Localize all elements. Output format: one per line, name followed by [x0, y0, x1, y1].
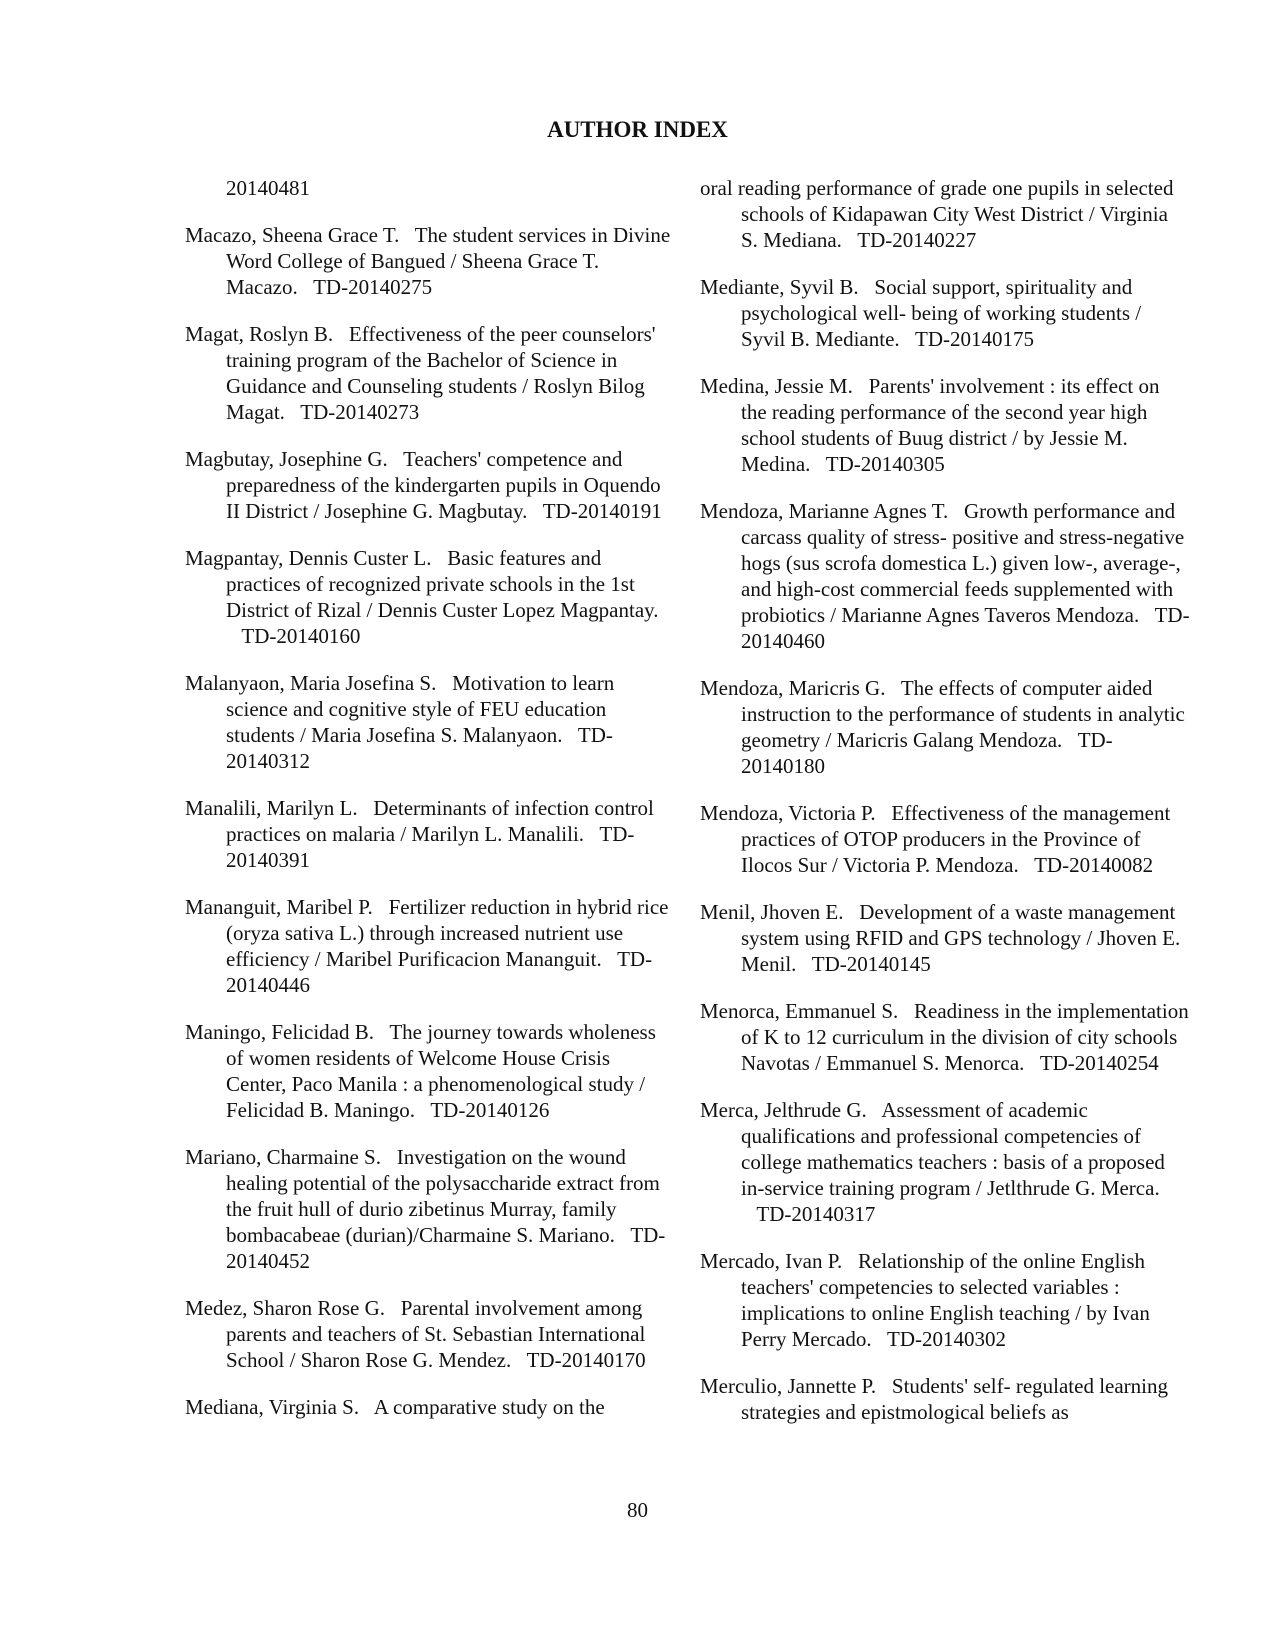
entry-code: TD-20140175 [915, 327, 1035, 351]
index-entry [185, 670, 675, 774]
entry-author: Mediante, Syvil B. [700, 275, 859, 299]
entry-author: Macazo, Sheena Grace T. [185, 223, 400, 247]
index-entry [700, 498, 1190, 654]
entry-author: Menorca, Emmanuel S. [700, 999, 899, 1023]
entry-author: Manalili, Marilyn L. [185, 796, 358, 820]
entry-title: Investigation on the wound healing potential of the polysaccharide extract from the fruit hull of durio zibetinus Murray, family bombacabeae (durian)/Charmaine S. Mariano. [226, 1145, 660, 1247]
entry-code: TD-20140317 [756, 1202, 876, 1226]
entry-author: Malanyaon, Maria Josefina S. [185, 671, 437, 695]
index-entry [185, 795, 675, 873]
entry-continuation-text: oral reading performance of grade one pupils in selected schools of Kidapawan City West District / Virginia S. Mediana. [700, 176, 1174, 252]
index-entry [700, 1373, 1190, 1425]
entry-title: Determinants of infection control practices on malaria / Marilyn L. Manalili. [226, 796, 654, 846]
entry-author: Mendoza, Victoria P. [700, 801, 876, 825]
entry-title: Development of a waste management system using RFID and GPS technology / Jhoven E. Menil. [741, 900, 1181, 976]
entry-title: The student services in Divine Word College of Bangued / Sheena Grace T. Macazo. [226, 223, 671, 299]
entry-title: Effectiveness of the management practices of OTOP producers in the Province of Ilocos Sur / Victoria P. Mendoza. [741, 801, 1171, 877]
entry-title: Relationship of the online English teachers' competencies to selected variables : implications to online English teaching / by Ivan Perry Mercado. [741, 1249, 1150, 1351]
entry-author: Menil, Jhoven E. [700, 900, 844, 924]
entry-author: Mediana, Virginia S. [185, 1395, 360, 1419]
entry-code: TD-20140254 [1039, 1051, 1159, 1075]
index-entry [185, 1144, 675, 1274]
entry-code: TD-20140160 [241, 624, 361, 648]
entry-code: TD-20140275 [313, 275, 433, 299]
entry-title: The journey towards wholeness of women residents of Welcome House Crisis Center, Paco Manila : a phenomenological study / Felicidad B. Maningo. [226, 1020, 656, 1122]
entry-title: Effectiveness of the peer counselors' training program of the Bachelor of Science in Guidance and Counseling students / Roslyn Bilog Magat. [226, 322, 656, 424]
index-entry [700, 274, 1190, 352]
entry-title: Teachers' competence and preparedness of the kindergarten pupils in Oquendo II District / Josephine G. Magbutay. [226, 447, 661, 523]
index-entry [185, 1295, 675, 1373]
index-entry [700, 1248, 1190, 1352]
entry-title: Fertilizer reduction in hybrid rice (oryza sativa L.) through increased nutrient use efficiency / Maribel Purificacion Mananguit. [226, 895, 669, 971]
entry-title: The effects of computer aided instruction to the performance of students in analytic geometry / Maricris Galang Mendoza. [741, 676, 1185, 752]
entry-author: Mendoza, Maricris G. [700, 676, 886, 700]
entry-code: TD-20140170 [526, 1348, 646, 1372]
index-entry [185, 545, 675, 649]
entry-author: Mendoza, Marianne Agnes T. [700, 499, 949, 523]
entry-title: Readiness in the implementation of K to 12 curriculum in the division of city schools Navotas / Emmanuel S. Menorca. [741, 999, 1189, 1075]
entry-title: Growth performance and carcass quality of stress- positive and stress-negative hogs (sus scrofa domestica L.) given low-, average-, and high-cost commercial feeds supplemented with probiotics / Marianne Agnes Taveros Mendoza. [741, 499, 1185, 627]
entry-author: Medina, Jessie M. [700, 374, 853, 398]
entry-code: TD-20140391 [226, 822, 635, 872]
index-entry-continuation [185, 175, 675, 201]
entry-code: TD-20140460 [741, 603, 1190, 653]
index-entry [185, 446, 675, 524]
entry-code: TD-20140312 [226, 723, 613, 773]
page-title: AUTHOR INDEX [547, 117, 728, 142]
entry-code: TD-20140180 [741, 728, 1113, 778]
entry-title: Motivation to learn science and cognitive style of FEU education students / Maria Josefina S. Malanyaon. [226, 671, 615, 747]
entry-author: Maningo, Felicidad B. [185, 1020, 374, 1044]
entry-author: Mariano, Charmaine S. [185, 1145, 381, 1169]
entry-title: Parental involvement among parents and teachers of St. Sebastian International School / Sharon Rose G. Mendez. [226, 1296, 646, 1372]
entry-code: TD-20140191 [542, 499, 662, 523]
entry-author: Magat, Roslyn B. [185, 322, 334, 346]
entry-code: TD-20140227 [857, 228, 977, 252]
entry-title: Parents' involvement : its effect on the reading performance of the second year high school students of Buug district / by Jessie M. Medina. [741, 374, 1160, 476]
entry-continuation-text: 20140481 [226, 176, 310, 200]
index-entry [185, 1019, 675, 1123]
entry-author: Mananguit, Maribel P. [185, 895, 373, 919]
entry-title: Students' self- regulated learning strategies and epistmological beliefs as [741, 1374, 1169, 1424]
index-entry [700, 998, 1190, 1076]
page-number: 80 [627, 1498, 648, 1522]
right-column [700, 175, 1190, 1446]
entry-title: A comparative study on the [373, 1395, 605, 1419]
index-entry [700, 800, 1190, 878]
entry-author: Mercado, Ivan P. [700, 1249, 843, 1273]
entry-code: TD-20140452 [226, 1223, 666, 1273]
entry-title: Social support, spirituality and psychological well- being of working students / Syvil B. Mediante. [741, 275, 1142, 351]
index-entry [700, 675, 1190, 779]
index-entry-continuation [700, 175, 1190, 253]
entry-code: TD-20140273 [300, 400, 420, 424]
entry-author: Merca, Jelthrude G. [700, 1098, 867, 1122]
index-entry [185, 894, 675, 998]
entry-code: TD-20140305 [825, 452, 945, 476]
index-entry [700, 373, 1190, 477]
entry-code: TD-20140446 [226, 947, 653, 997]
entry-code: TD-20140126 [430, 1098, 550, 1122]
entry-author: Medez, Sharon Rose G. [185, 1296, 386, 1320]
index-entry [185, 321, 675, 425]
index-entry [700, 899, 1190, 977]
entry-code: TD-20140082 [1034, 853, 1154, 877]
index-entry [185, 1394, 675, 1420]
entry-author: Magbutay, Josephine G. [185, 447, 388, 471]
entry-author: Merculio, Jannette P. [700, 1374, 877, 1398]
entry-author: Magpantay, Dennis Custer L. [185, 546, 432, 570]
entry-code: TD-20140302 [887, 1327, 1006, 1351]
left-column [185, 175, 675, 1441]
entry-title: Assessment of academic qualifications and professional competencies of college mathematics teachers : basis of a proposed in-service training program / Jetlthrude G. Merca. [741, 1098, 1165, 1200]
entry-title: Basic features and practices of recognized private schools in the 1st District of Rizal / Dennis Custer Lopez Magpantay. [226, 546, 659, 622]
index-entry [185, 222, 675, 300]
index-entry [700, 1097, 1190, 1227]
entry-code: TD-20140145 [811, 952, 931, 976]
